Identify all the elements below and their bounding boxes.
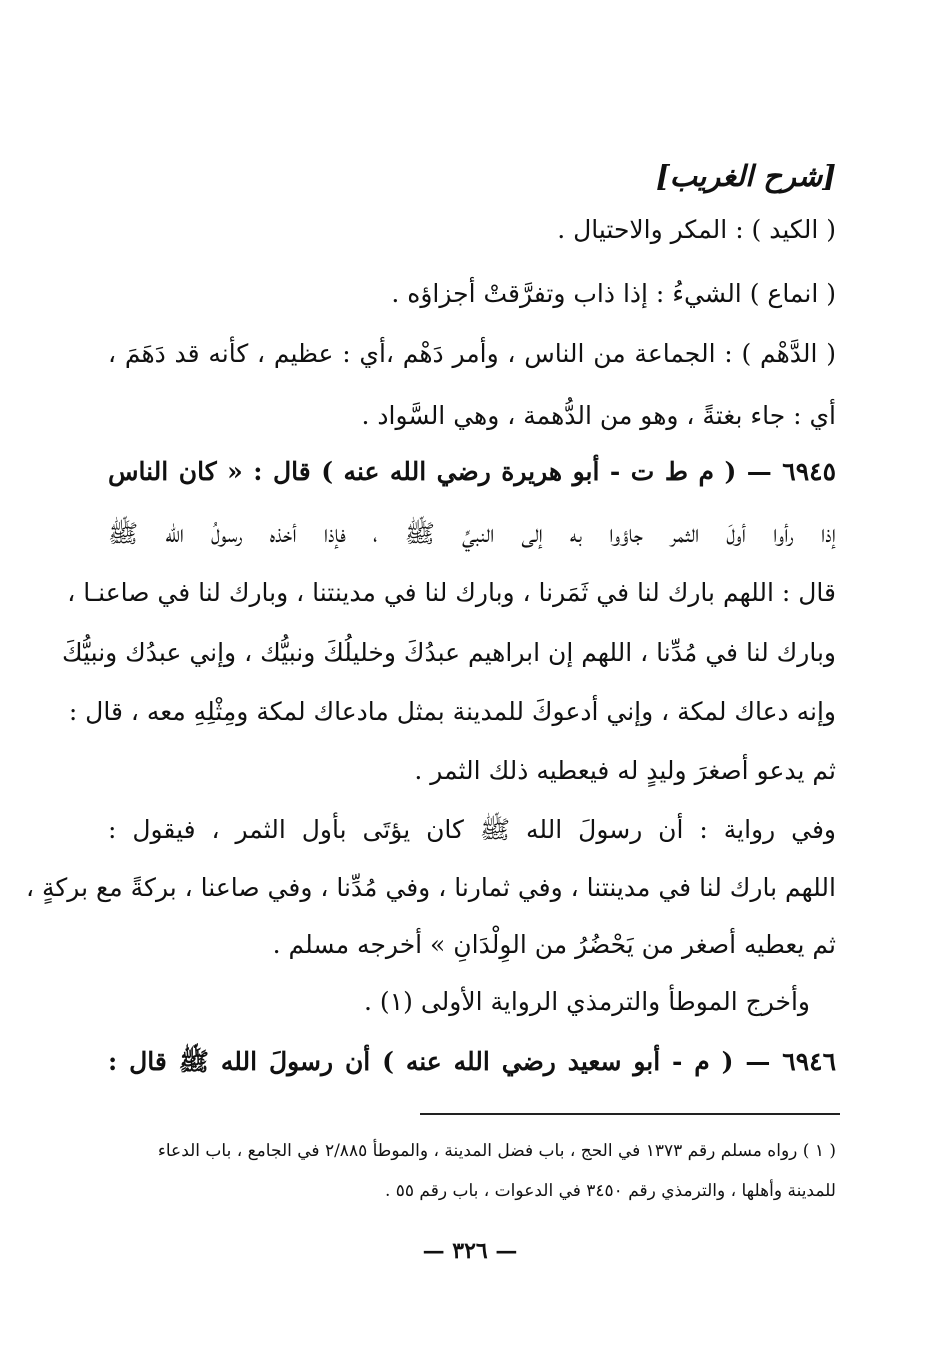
text-line-4: أي : جاء بغتةً ، وهو من الدُّهمة ، وهي السَّواد . bbox=[361, 401, 836, 430]
text-line-7: قال : اللهم بارك لنا في ثَمَرنا ، وبارك لنا في مدينتنا ، وبارك لنا في صاعنـا ، bbox=[67, 578, 836, 607]
text-line-6: إذا رأوا أولَ الثمر جاؤوا به إلى النبيِّ ﷺ ، فإذا أخذه رسولُ الله ﷺ bbox=[108, 519, 836, 548]
text-line-10: ثم يدعو أصغرَ وليدٍ له فيعطيه ذلك الثمر . bbox=[414, 756, 836, 785]
section-heading: [شرح الغريب] bbox=[656, 159, 836, 193]
hadith-6946-start: ٦٩٤٦ — ( م - أبو سعيد رضي الله عنه ) أن رسولَ الله ﷺ قال : bbox=[108, 1047, 836, 1076]
text-line-8: وبارك لنا في مُدِّنا ، اللهم إن ابراهيم عبدُكَ وخليلُكَ ونبيُّك ، وإني عبدُك ونبيُّكَ bbox=[62, 638, 836, 667]
footnote-line-2: للمدينة وأهلها ، والترمذي رقم ٣٤٥٠ في الدعوات ، باب رقم ٥٥ . bbox=[384, 1181, 836, 1201]
text-line-2: ( انماع ) الشيءُ : إذا ذاب وتفرَّقتْ أجزاؤه . bbox=[391, 279, 836, 308]
text-line-14: وأخرج الموطأ والترمذي الرواية الأولى (١) . bbox=[364, 987, 810, 1016]
text-line-1: ( الكيد ) : المكر والاحتيال . bbox=[557, 215, 836, 244]
footnote-line-1: ( ١ ) رواه مسلم رقم ١٣٧٣ في الحج ، باب فضل المدينة ، والموطأ ٢/٨٨٥ في الجامع ، باب الدعاء bbox=[157, 1141, 836, 1161]
text-line-3: ( الدَّهْم ) : الجماعة من الناس ، وأمر دَهْم ،أي : عظيم ، كأنه قد دَهَمَ ، bbox=[108, 339, 836, 368]
text-line-13: ثم يعطيه أصغر من يَحْضُرُ من الوِلْدَانِ » أخرجه مسلم . bbox=[272, 930, 836, 959]
text-line-12: اللهم بارك لنا في مدينتنا ، وفي ثمارنا ، وفي مُدِّنا ، وفي صاعنا ، بركةً مع بركةٍ ، bbox=[25, 873, 836, 902]
text-line-9: وإنه دعاك لمكة ، وإني أدعوكَ للمدينة بمثل مادعاك لمكة ومِثْلِهِ معه ، قال : bbox=[68, 697, 836, 726]
hadith-6945-start: ٦٩٤٥ — ( م ط ت - أبو هريرة رضي الله عنه ) قال : « كان الناس bbox=[108, 457, 836, 486]
footnote-divider bbox=[420, 1113, 840, 1115]
text-line-11: وفي رواية : أن رسولَ الله ﷺ كان يؤتَى بأول الثمر ، فيقول : bbox=[108, 815, 836, 844]
page-number: — ٣٢٦ — bbox=[422, 1238, 518, 1264]
